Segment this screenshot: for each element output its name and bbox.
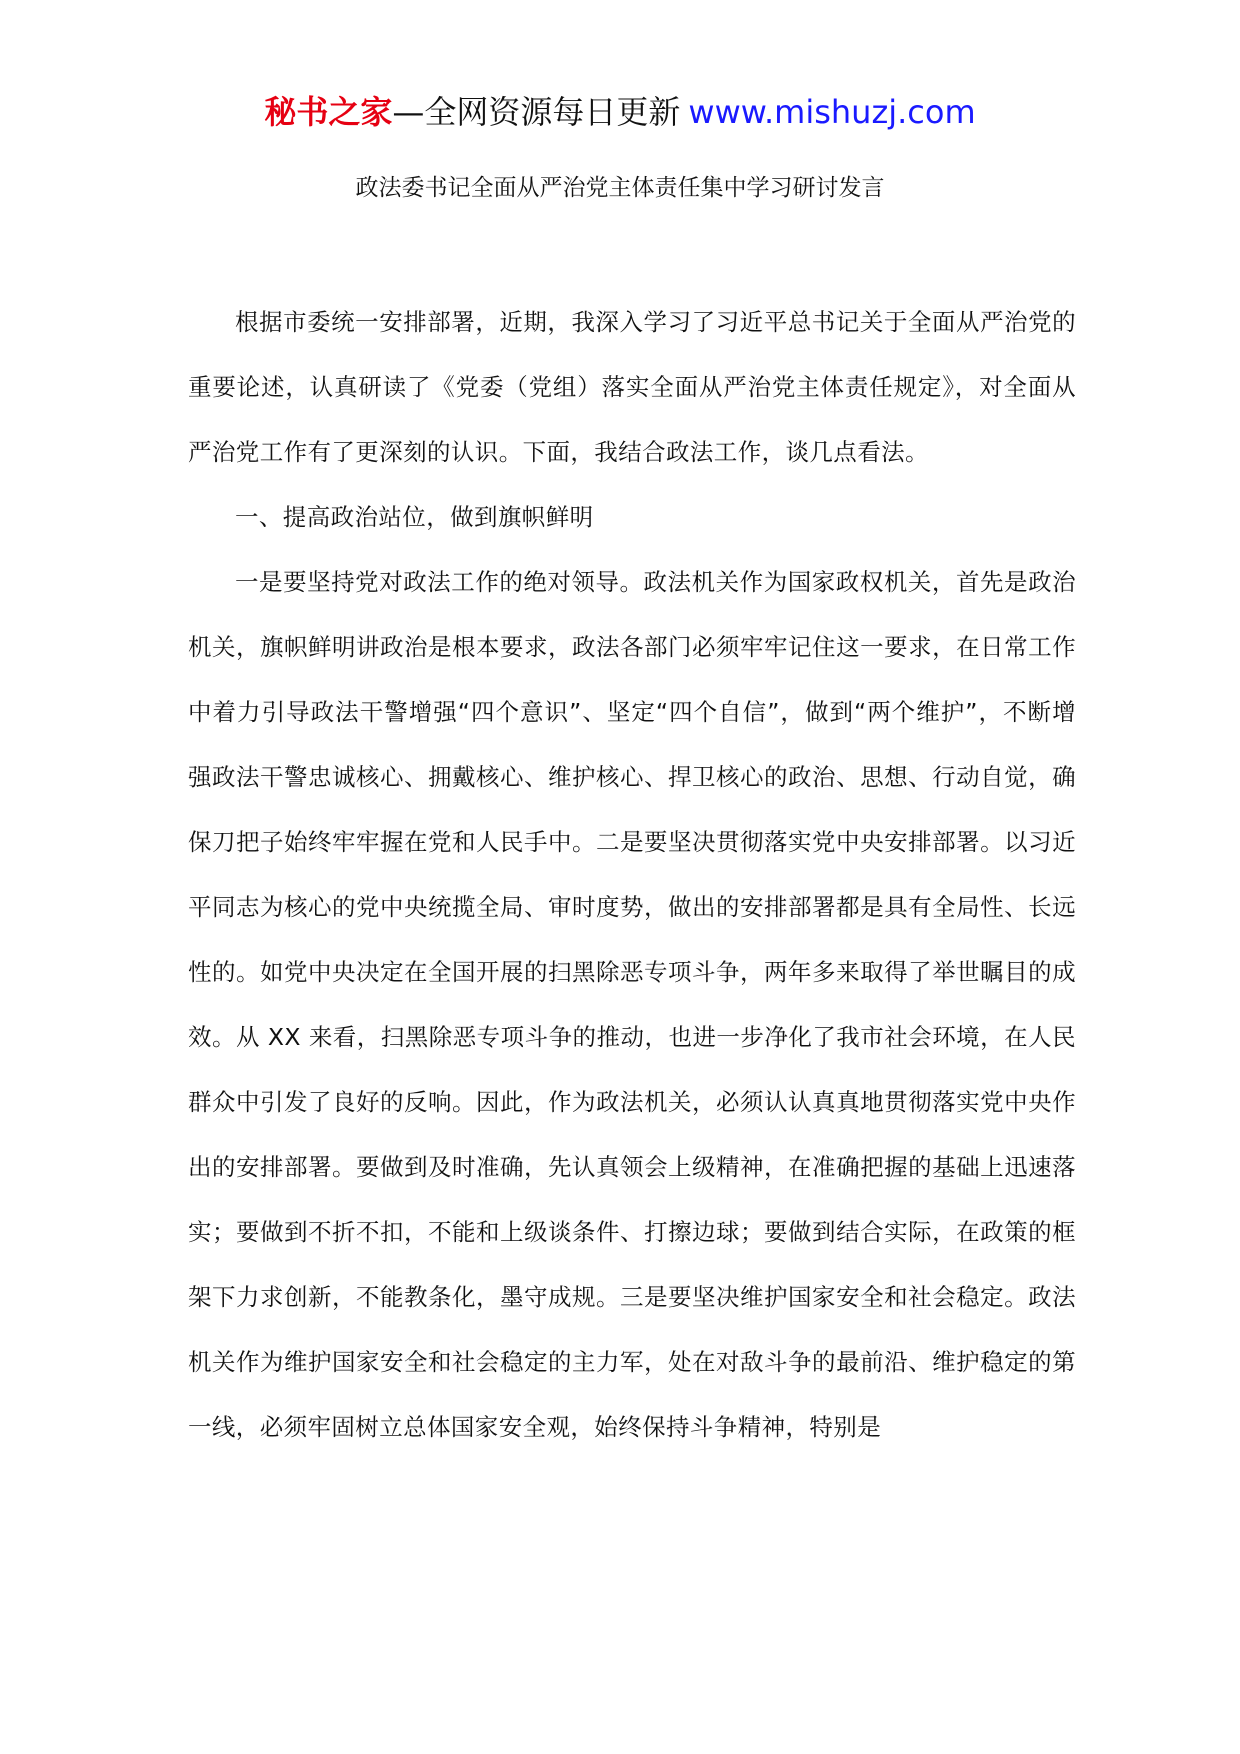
paragraph-intro: 根据市委统一安排部署，近期，我深入学习了习近平总书记关于全面从严治党的重要论述，认真研读了《党委（党组）落实全面从严治党主体责任规定》，对全面从严治党工作有了更深刻的认识。下面，我结合政法工作，谈几点看法。 <box>188 308 1076 466</box>
site-url-link[interactable]: www.mishuzj.com <box>688 93 976 131</box>
site-slogan: —全网资源每日更新 <box>392 93 681 131</box>
site-header <box>0 90 1240 134</box>
paragraph-section-one: 一是要坚持党对政法工作的绝对领导。政法机关作为国家政权机关，首先是政治机关，旗帜鲜明讲政治是根本要求，政法各部门必须牢牢记住这一要求，在日常工作中着力引导政法干警增强“四个意识”、坚定“四个自信”，做到“两个维护”，不断增强政法干警忠诚核心、拥戴核心、维护核心、捍卫核心的政治、思想、行动自觉，确保刀把子始终牢牢握在党和人民手中。二是要坚决贯彻落实党中央安排部署。以习近平同志为核心的党中央统揽全局、审时度势，做出的安排部署都是具有全局性、长远性的。如党中央决定在全国开展的扫黑除恶专项斗争，两年多来取得了举世瞩目的成效。从 XX 来看，扫黑除恶专项斗争的推动，也进一步净化了我市社会环境，在人民群众中引发了良好的反响。因此，作为政法机关，必须认认真真地贯彻落实党中央作出的安排部署。要做到及时准确，先认真领会上级精神，在准确把握的基础上迅速落实；要做到不折不扣，不能和上级谈条件、打擦边球；要做到结合实际，在政策的框架下力求创新，不能教条化，墨守成规。三是要坚决维护国家安全和社会稳定。政法机关作为维护国家安全和社会稳定的主力军，处在对敌斗争的最前沿、维护稳定的第一线，必须牢固树立总体国家安全观，始终保持斗争精神，特别是 <box>188 568 1076 1441</box>
document-body <box>188 290 1076 1460</box>
site-brand: 秘书之家 <box>264 93 393 131</box>
section-heading: 一、提高政治站位，做到旗帜鲜明 <box>235 503 594 531</box>
document-title: 政法委书记全面从严治党主体责任集中学习研讨发言 <box>355 175 885 201</box>
